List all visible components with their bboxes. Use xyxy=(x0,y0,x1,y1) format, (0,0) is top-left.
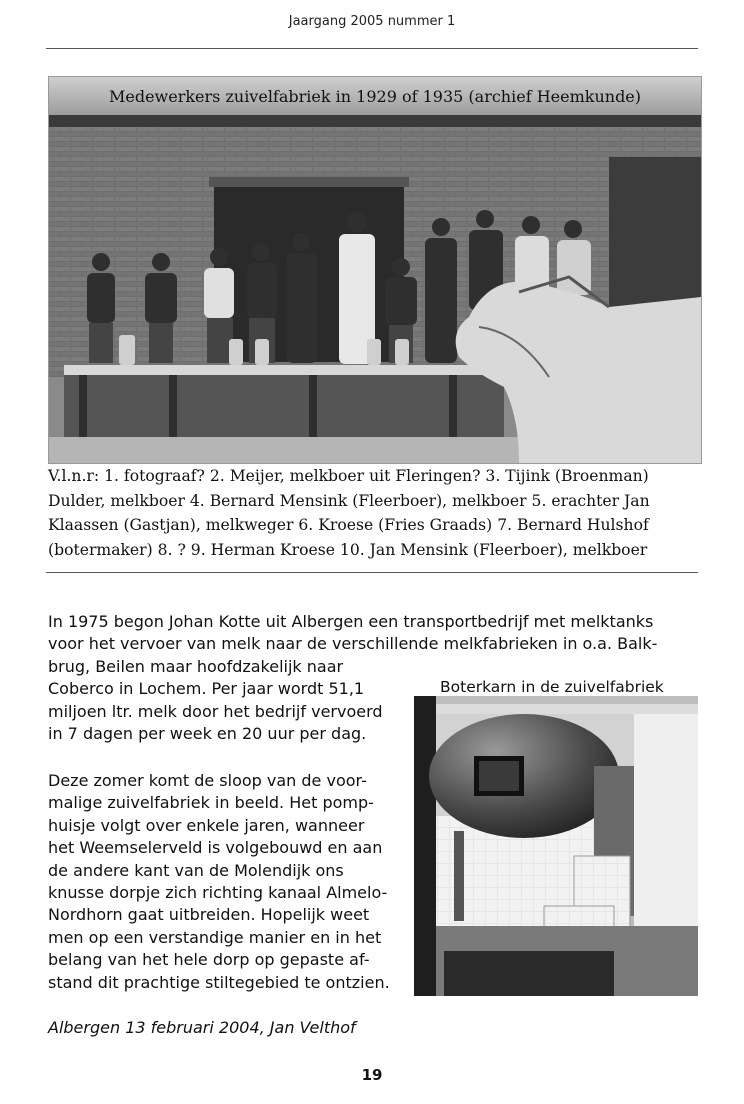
legend-line: (botermaker) 8. ? 9. Herman Kroese 10. Jan Mensink (Fleerboer), melkboer xyxy=(48,540,648,559)
text-line: de andere kant van de Molendijk ons xyxy=(48,860,344,880)
text-line: Coberco in Lochem. Per jaar wordt 51,1 xyxy=(48,679,365,699)
staff-photo xyxy=(48,76,702,464)
text-line: Nordhorn gaat uitbreiden. Hopelijk weet xyxy=(48,905,370,925)
header-rule xyxy=(46,48,698,49)
churn-photo xyxy=(414,696,698,996)
text-line: huisje volgt over enkele jaren, wanneer xyxy=(48,815,365,835)
text-line: In 1975 begon Johan Kotte uit Albergen een transportbedrijf met melktanks xyxy=(48,612,654,631)
section-rule xyxy=(46,572,698,573)
legend-line: Klaassen (Gastjan), melkweger 6. Kroese (Fries Graads) 7. Bernard Hulshof xyxy=(48,516,649,534)
staff-photo-legend xyxy=(48,464,700,562)
text-line: belang van het hele dorp op gepaste af- xyxy=(48,950,370,970)
churn-photo-image xyxy=(414,696,698,996)
page-number: 19 xyxy=(361,1066,383,1084)
staff-photo-image xyxy=(49,77,701,463)
article-paragraph-2 xyxy=(48,770,390,994)
running-header: Jaargang 2005 nummer 1 xyxy=(288,14,456,29)
text-line: voor het vervoer van melk naar de verschillende melkfabrieken in o.a. Balk- xyxy=(48,634,658,654)
text-line: brug, Beilen maar hoofdzakelijk naar xyxy=(48,656,344,676)
text-line: knusse dorpje zich richting kanaal Almelo- xyxy=(48,883,388,903)
text-line: in 7 dagen per week en 20 uur per dag. xyxy=(48,724,367,744)
legend-line: Dulder, melkboer 4. Bernard Mensink (Fleerboer), melkboer 5. erachter Jan xyxy=(48,491,650,510)
text-line: men op een verstandige manier en in het xyxy=(48,927,382,947)
staff-photo-caption: Medewerkers zuivelfabriek in 1929 of 1935 (archief Heemkunde) xyxy=(108,87,642,106)
churn-photo-caption: Boterkarn in de zuivelfabriek xyxy=(440,678,664,696)
text-line: het Weemselerveld is volgebouwd en aan xyxy=(48,838,383,858)
article-signature: Albergen 13 februari 2004, Jan Velthof xyxy=(48,1018,356,1037)
text-line: miljoen ltr. melk door het bedrijf vervoerd xyxy=(48,701,383,721)
text-line: Deze zomer komt de sloop van de voor- xyxy=(48,771,367,790)
text-line: stand dit prachtige stiltegebied te ontzien. xyxy=(48,972,390,992)
text-line: malige zuivelfabriek in beeld. Het pomp- xyxy=(48,793,374,813)
legend-line: V.l.n.r: 1. fotograaf? 2. Meijer, melkboer uit Fleringen? 3. Tijink (Broenman) xyxy=(48,467,649,485)
